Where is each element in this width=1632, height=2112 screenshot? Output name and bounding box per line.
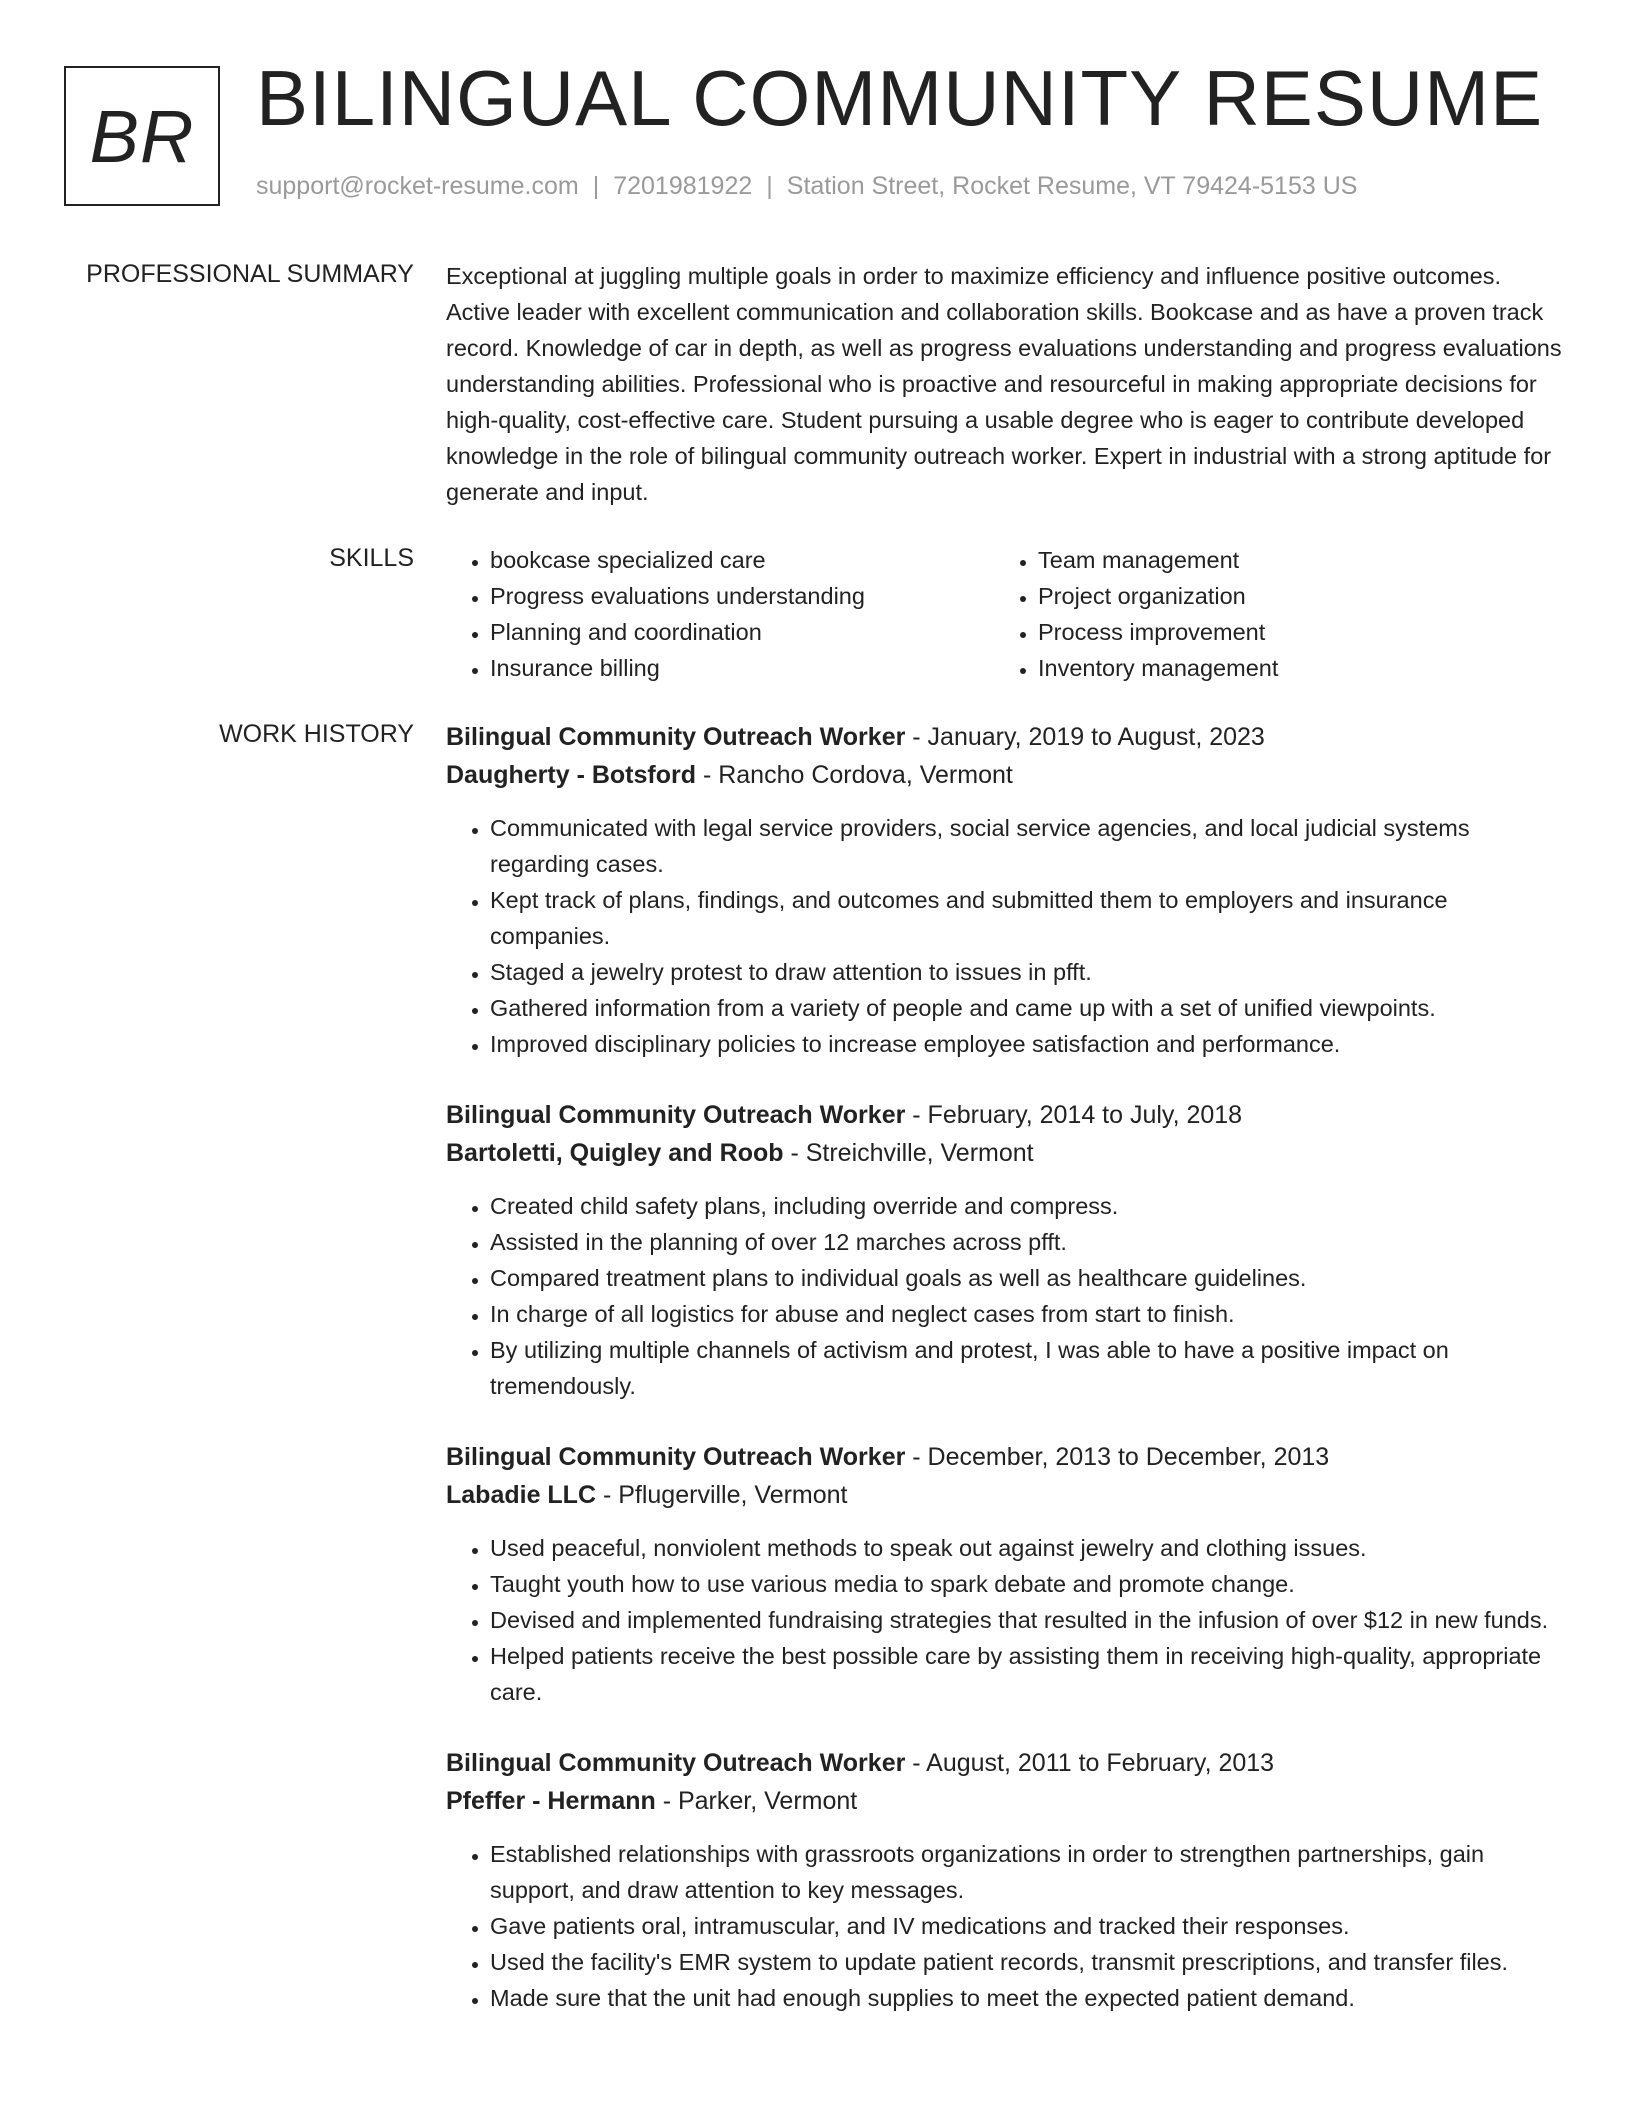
resume-title: BILINGUAL COMMUNITY RESUME: [256, 54, 1544, 142]
skill-item: • bookcase specialized care: [490, 542, 994, 578]
summary-text: Exceptional at juggling multiple goals in order to maximize efficiency and influence positive outcomes. Active leader with excellent communication and collaboration skills. Bookcase and as have a proven track record. Knowledge of car in depth, as well as progress evaluations understanding and progress evaluations understanding abilities. Professional who is proactive and resourceful in making appropriate decisions for high-quality, cost-effective care. Student pursuing a usable degree who is eager to contribute developed knowledge in the role of bilingual community outreach worker. Expert in industrial with a strong aptitude for generate and input.: [446, 263, 1562, 505]
job-entry: [446, 1744, 1566, 2016]
job-bullet: • Made sure that the unit had enough supplies to meet the expected patient demand.: [490, 1980, 1566, 2016]
job-employer: Pfeffer - Hermann: [446, 1787, 656, 1815]
skill-item: • Progress evaluations understanding: [490, 578, 994, 614]
job-bullets: [446, 1836, 1566, 2016]
job-entry: [446, 718, 1566, 1062]
job-bullets: [446, 1530, 1566, 1710]
job-title-line: [446, 1096, 1566, 1134]
job-bullet: • Created child safety plans, including override and compress.: [490, 1188, 1566, 1224]
job-bullet: • Gave patients oral, intramuscular, and IV medications and tracked their responses.: [490, 1908, 1566, 1944]
job-title-line: [446, 1744, 1566, 1782]
skill-item: • Insurance billing: [490, 650, 994, 686]
skill-item: • Inventory management: [1038, 650, 1542, 686]
job-dates: - August, 2011 to February, 2013: [905, 1749, 1275, 1777]
job-bullet: • Compared treatment plans to individual goals as well as healthcare guidelines.: [490, 1260, 1566, 1296]
job-bullet: • Kept track of plans, findings, and outcomes and submitted them to employers and insurance companies.: [490, 882, 1566, 954]
job-employer: Daugherty - Botsford: [446, 761, 696, 789]
job-title-line: [446, 718, 1566, 756]
job-employer: Labadie LLC: [446, 1481, 597, 1509]
job-title-line: [446, 1438, 1566, 1476]
job-dates: - December, 2013 to December, 2013: [905, 1443, 1330, 1471]
job-bullet: • Gathered information from a variety of people and came up with a set of unified viewpoints.: [490, 990, 1566, 1026]
skills-list: [446, 542, 994, 686]
summary-heading: PROFESSIONAL SUMMARY: [86, 260, 414, 288]
skill-item: • Team management: [1038, 542, 1542, 578]
job-bullet: • Improved disciplinary policies to increase employee satisfaction and performance.: [490, 1026, 1566, 1062]
contact-separator: |: [592, 172, 600, 200]
work-history-body: [446, 718, 1566, 2050]
job-employer-line: [446, 1476, 1566, 1514]
job-employer: Bartoletti, Quigley and Roob: [446, 1139, 784, 1167]
skill-item: • Project organization: [1038, 578, 1542, 614]
skills-column-right: [994, 542, 1542, 686]
job-bullet: • Devised and implemented fundraising strategies that resulted in the infusion of over $12 in new funds.: [490, 1602, 1566, 1638]
job-bullets: [446, 810, 1566, 1062]
job-bullets: [446, 1188, 1566, 1404]
contact-email[interactable]: support@rocket-resume.com: [256, 172, 579, 200]
job-bullet: • Assisted in the planning of over 12 marches across pfft.: [490, 1224, 1566, 1260]
summary-body: [446, 258, 1566, 510]
skill-item: • Process improvement: [1038, 614, 1542, 650]
job-entry: [446, 1096, 1566, 1404]
contact-address: Station Street, Rocket Resume, VT 79424-5153 US: [786, 172, 1358, 200]
job-bullet: • Established relationships with grassroots organizations in order to strengthen partnerships, gain support, and draw attention to key messages.: [490, 1836, 1566, 1908]
job-bullet: • By utilizing multiple channels of activism and protest, I was able to have a positive impact on tremendously.: [490, 1332, 1566, 1404]
job-bullet: • Used the facility's EMR system to update patient records, transmit prescriptions, and transfer files.: [490, 1944, 1566, 1980]
work-history-heading: WORK HISTORY: [219, 720, 414, 748]
job-employer-line: [446, 756, 1566, 794]
skill-item: • Planning and coordination: [490, 614, 994, 650]
job-location: - Pflugerville, Vermont: [596, 1481, 848, 1509]
job-bullet: • In charge of all logistics for abuse and neglect cases from start to finish.: [490, 1296, 1566, 1332]
job-entry: [446, 1438, 1566, 1710]
job-employer-line: [446, 1782, 1566, 1820]
monogram-logo: BR: [64, 66, 220, 206]
skills-column-left: [446, 542, 994, 686]
job-dates: - February, 2014 to July, 2018: [905, 1101, 1243, 1129]
job-location: - Rancho Cordova, Vermont: [696, 761, 1013, 789]
contact-phone[interactable]: 7201981922: [613, 172, 753, 200]
job-title: Bilingual Community Outreach Worker: [446, 723, 906, 751]
job-title: Bilingual Community Outreach Worker: [446, 1101, 906, 1129]
skills-list: [994, 542, 1542, 686]
contact-line: [256, 172, 1357, 201]
job-bullet: • Used peaceful, nonviolent methods to speak out against jewelry and clothing issues.: [490, 1530, 1566, 1566]
skills-heading: SKILLS: [329, 544, 414, 572]
job-location: - Streichville, Vermont: [783, 1139, 1034, 1167]
job-bullet: • Taught youth how to use various media to spark debate and promote change.: [490, 1566, 1566, 1602]
job-location: - Parker, Vermont: [655, 1787, 858, 1815]
job-bullet: • Staged a jewelry protest to draw attention to issues in pfft.: [490, 954, 1566, 990]
job-employer-line: [446, 1134, 1566, 1172]
job-dates: - January, 2019 to August, 2023: [905, 723, 1265, 751]
skills-body: [446, 542, 1566, 686]
job-title: Bilingual Community Outreach Worker: [446, 1443, 906, 1471]
job-bullet: • Communicated with legal service providers, social service agencies, and local judicial systems regarding cases.: [490, 810, 1566, 882]
job-title: Bilingual Community Outreach Worker: [446, 1749, 906, 1777]
job-bullet: • Helped patients receive the best possible care by assisting them in receiving high-quality, appropriate care.: [490, 1638, 1566, 1710]
contact-separator: |: [766, 172, 773, 200]
